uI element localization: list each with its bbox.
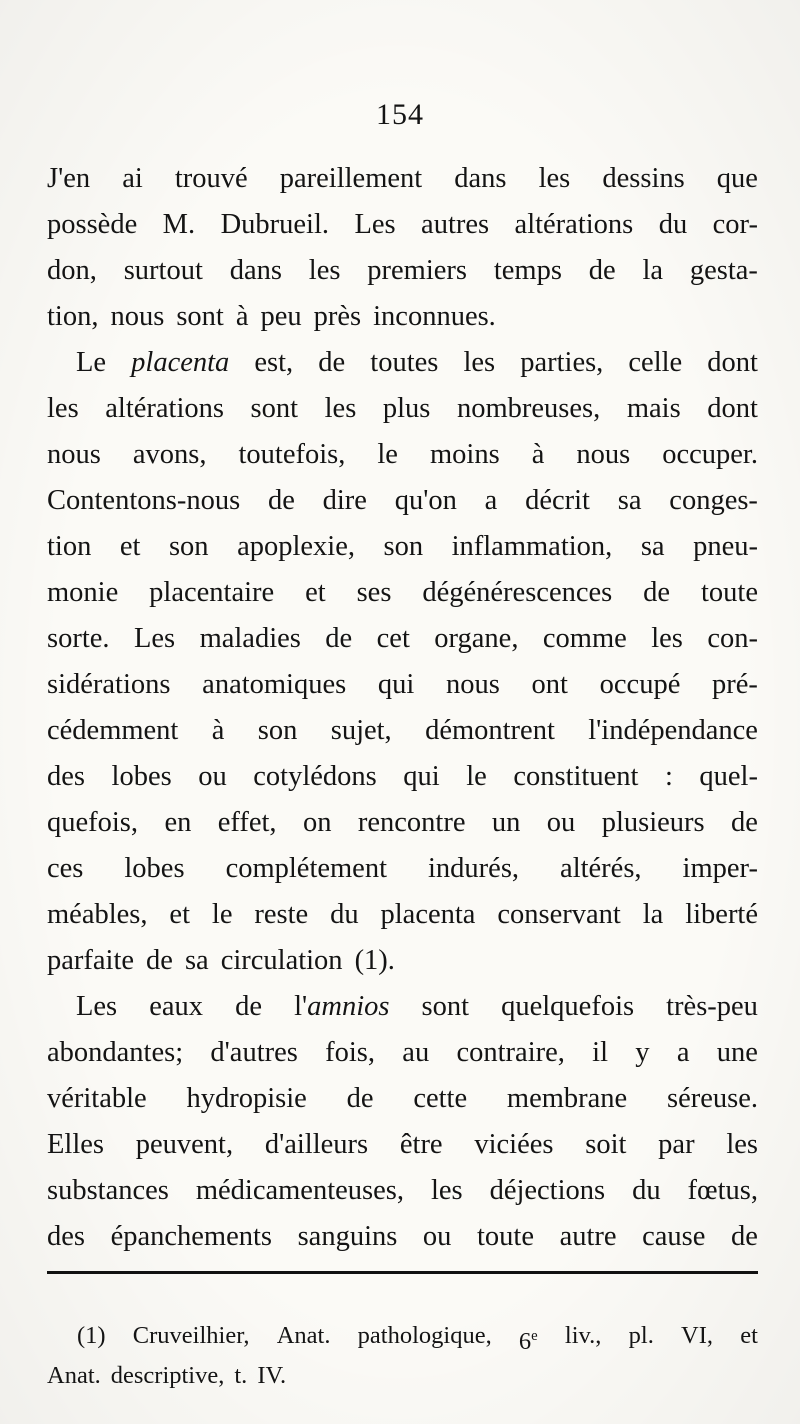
word: placentaire	[149, 577, 275, 608]
word: conservant	[497, 899, 621, 930]
word: démontrent	[425, 715, 555, 746]
text-line	[47, 616, 758, 662]
text-line	[47, 478, 758, 524]
word: plus	[382, 393, 431, 424]
word: de	[235, 991, 262, 1022]
word: sa	[617, 485, 642, 516]
text-line	[47, 1122, 758, 1168]
word: possède	[47, 209, 138, 240]
word: soit	[585, 1129, 627, 1160]
word: d'ailleurs	[264, 1129, 369, 1160]
text-line	[47, 524, 758, 570]
word: temps	[493, 255, 562, 286]
word: contraire,	[456, 1037, 565, 1068]
text-line	[47, 1030, 758, 1076]
word: J'en	[47, 163, 91, 194]
word: parties,	[520, 347, 604, 378]
word: à	[235, 301, 249, 332]
word: d'autres	[210, 1037, 298, 1068]
word: M.	[162, 209, 196, 240]
word: inflammation,	[451, 531, 613, 562]
word: le	[211, 899, 233, 930]
word: Contentons-nous	[47, 485, 241, 516]
word: monie	[47, 577, 119, 608]
word: ses	[356, 577, 392, 608]
word: celle	[628, 347, 683, 378]
word: la	[642, 899, 664, 930]
word: on	[302, 807, 332, 838]
word: toutefois,	[238, 439, 346, 470]
word: complétement	[225, 853, 388, 884]
word: avons,	[132, 439, 207, 470]
word: occupé	[599, 669, 681, 700]
word: en	[164, 807, 192, 838]
word: être	[399, 1129, 443, 1160]
word: les	[726, 1129, 758, 1160]
text-line	[47, 156, 758, 202]
word: qu'on	[394, 485, 457, 516]
word: circulation	[220, 945, 343, 976]
word: méables,	[47, 899, 148, 930]
word: autre	[559, 1221, 617, 1252]
word: médicamenteuses,	[195, 1175, 404, 1206]
text-line	[47, 432, 758, 478]
word: et	[305, 577, 326, 608]
word: que	[716, 163, 758, 194]
text-line	[47, 1214, 758, 1260]
word: nous	[110, 301, 165, 332]
text-line	[47, 662, 758, 708]
word: du	[632, 1175, 661, 1206]
word: ou	[422, 1221, 452, 1252]
word: 6e	[518, 1328, 538, 1356]
word: sorte.	[47, 623, 110, 654]
word: a	[676, 1037, 690, 1068]
word: la	[642, 255, 664, 286]
word: a	[484, 485, 498, 516]
word: dans	[454, 163, 507, 194]
word: occuper.	[662, 439, 758, 470]
word: du	[330, 899, 359, 930]
word: cor-	[712, 209, 758, 240]
word: toute	[700, 577, 758, 608]
word: tion	[47, 531, 92, 562]
word: de	[146, 945, 173, 976]
word: son	[383, 531, 424, 562]
word: sa	[184, 945, 209, 976]
text-line	[47, 800, 758, 846]
word: du	[658, 209, 688, 240]
word: organe,	[434, 623, 519, 654]
word: VI,	[681, 1322, 714, 1349]
word: très-peu	[666, 991, 758, 1022]
word: les	[651, 623, 683, 654]
word: nombreuses,	[456, 393, 601, 424]
word: sanguins	[297, 1221, 398, 1252]
word: anatomiques	[202, 669, 347, 700]
text-line	[47, 938, 758, 984]
word: pl.	[628, 1322, 654, 1349]
word: nous	[576, 439, 631, 470]
word: son	[168, 531, 209, 562]
word: Les	[133, 623, 176, 654]
text-line	[47, 1168, 758, 1214]
footnote	[47, 1316, 758, 1396]
word: le	[466, 761, 487, 792]
word: par	[658, 1129, 695, 1160]
word: les	[538, 163, 571, 194]
word: :	[664, 761, 673, 792]
word: altérations	[514, 209, 634, 240]
word: à	[211, 715, 225, 746]
word: à	[531, 439, 545, 470]
word: ont	[531, 669, 568, 700]
word: décrit	[525, 485, 590, 516]
word: plusieurs	[601, 807, 705, 838]
word: est,	[254, 347, 294, 378]
word: pathologique,	[357, 1322, 492, 1349]
word: Le	[76, 347, 107, 378]
word: Elles	[47, 1129, 104, 1160]
word: gesta-	[689, 255, 758, 286]
word: IV.	[257, 1362, 287, 1389]
word: les	[47, 393, 79, 424]
word: quefois,	[47, 807, 139, 838]
text-line	[47, 892, 758, 938]
word: de	[346, 1083, 374, 1114]
word: descriptive,	[110, 1362, 225, 1389]
word: apoplexie,	[237, 531, 355, 562]
word: eaux	[149, 991, 204, 1022]
word: ou	[198, 761, 227, 792]
word: y	[635, 1037, 650, 1068]
word: con-	[707, 623, 758, 654]
word: maladies	[199, 623, 301, 654]
word: trouvé	[174, 163, 248, 194]
word: le	[377, 439, 398, 470]
word: indurés,	[428, 853, 520, 884]
text-line	[47, 1076, 758, 1122]
word: cause	[642, 1221, 706, 1252]
word: dire	[322, 485, 367, 516]
word: Les	[354, 209, 396, 240]
word: et	[169, 899, 190, 930]
text-line	[47, 846, 758, 892]
word: une	[716, 1037, 758, 1068]
word: conges-	[669, 485, 758, 516]
word: dont	[707, 347, 758, 378]
word: sidérations	[47, 669, 171, 700]
word: de	[731, 1221, 758, 1252]
word: les	[463, 347, 496, 378]
word: viciées	[474, 1129, 554, 1160]
word: l'amnios	[294, 991, 390, 1022]
word: ces	[47, 853, 84, 884]
word: cet	[376, 623, 410, 654]
word: mais	[626, 393, 681, 424]
word: t.	[234, 1362, 248, 1389]
word: fois,	[325, 1037, 376, 1068]
word: cette	[413, 1083, 468, 1114]
word: au	[402, 1037, 430, 1068]
word: de	[318, 347, 346, 378]
text-line	[47, 708, 758, 754]
word: fœtus,	[687, 1175, 758, 1206]
word: altérés,	[560, 853, 642, 884]
page-number: 154	[376, 98, 424, 131]
word: et	[740, 1322, 758, 1349]
word: imper-	[682, 853, 758, 884]
word: placenta	[131, 347, 230, 378]
word: qui	[377, 669, 415, 700]
word: toute	[477, 1221, 534, 1252]
word: (1).	[354, 945, 395, 976]
word: pré-	[712, 669, 758, 700]
word: ai	[122, 163, 143, 194]
word: près	[313, 301, 362, 332]
word: dégénérescences	[422, 577, 613, 608]
word: sont	[176, 301, 224, 332]
word: inconnues.	[373, 301, 496, 332]
body-text	[47, 156, 758, 1260]
word: constituent	[513, 761, 639, 792]
word: parfaite	[47, 945, 135, 976]
text-line	[47, 386, 758, 432]
word: don,	[47, 255, 97, 286]
word: pareillement	[279, 163, 423, 194]
word: surtout	[123, 255, 203, 286]
word: son	[257, 715, 298, 746]
text-line	[47, 984, 758, 1030]
footnote-rule	[47, 1271, 758, 1274]
text-line	[47, 202, 758, 248]
word: tion,	[47, 301, 99, 332]
word: substances	[47, 1175, 169, 1206]
word: épanchements	[110, 1221, 273, 1252]
word: moins	[429, 439, 500, 470]
word: quelquefois	[501, 991, 635, 1022]
word: autres	[421, 209, 490, 240]
word: de	[267, 485, 295, 516]
text-line	[47, 340, 758, 386]
word: Dubrueil.	[220, 209, 330, 240]
word: véritable	[47, 1083, 147, 1114]
word: des	[47, 761, 85, 792]
word: dans	[229, 255, 282, 286]
word: dessins	[602, 163, 685, 194]
word: membrane	[506, 1083, 628, 1114]
text-line	[47, 248, 758, 294]
word: nous	[446, 669, 500, 700]
word: déjections	[489, 1175, 606, 1206]
word: cédemment	[47, 715, 179, 746]
word: toutes	[370, 347, 439, 378]
word: effet,	[217, 807, 277, 838]
word: comme	[542, 623, 627, 654]
word: altérations	[105, 393, 224, 424]
word: dont	[707, 393, 758, 424]
word: un	[491, 807, 521, 838]
word: sa	[640, 531, 665, 562]
word: et	[119, 531, 141, 562]
word: Anat.	[276, 1322, 331, 1349]
word: placenta	[380, 899, 476, 930]
word: Anat.	[47, 1362, 101, 1389]
word: Cruveilhier,	[132, 1322, 250, 1349]
word: hydropisie	[186, 1083, 307, 1114]
word: liv.,	[564, 1322, 602, 1349]
word: rencontre	[357, 807, 466, 838]
word: il	[592, 1037, 609, 1068]
word: liberté	[685, 899, 758, 930]
word: sujet,	[330, 715, 392, 746]
word: ou	[546, 807, 576, 838]
word: pneu-	[693, 531, 758, 562]
word: des	[47, 1221, 85, 1252]
word: reste	[254, 899, 309, 930]
footnote-line	[47, 1316, 758, 1356]
text-line	[47, 294, 758, 340]
word: sont	[421, 991, 470, 1022]
word: de	[731, 807, 758, 838]
word: les	[308, 255, 341, 286]
word: de	[643, 577, 671, 608]
word: sont	[250, 393, 299, 424]
word: quel-	[699, 761, 758, 792]
text-line	[47, 754, 758, 800]
word: qui	[403, 761, 440, 792]
word: peu	[260, 301, 302, 332]
word: séreuse.	[667, 1083, 758, 1114]
word: lobes	[111, 761, 172, 792]
footnote-line	[47, 1356, 758, 1396]
word: les	[430, 1175, 463, 1206]
word: Les	[76, 991, 118, 1022]
word: de	[588, 255, 616, 286]
word: cotylédons	[253, 761, 377, 792]
word: les	[324, 393, 357, 424]
word: abondantes;	[47, 1037, 184, 1068]
word: nous	[47, 439, 101, 470]
word: (1)	[77, 1322, 106, 1349]
text-line	[47, 570, 758, 616]
word: de	[325, 623, 353, 654]
word: l'indépendance	[588, 715, 758, 746]
word: premiers	[367, 255, 467, 286]
word: lobes	[124, 853, 185, 884]
word: peuvent,	[135, 1129, 234, 1160]
